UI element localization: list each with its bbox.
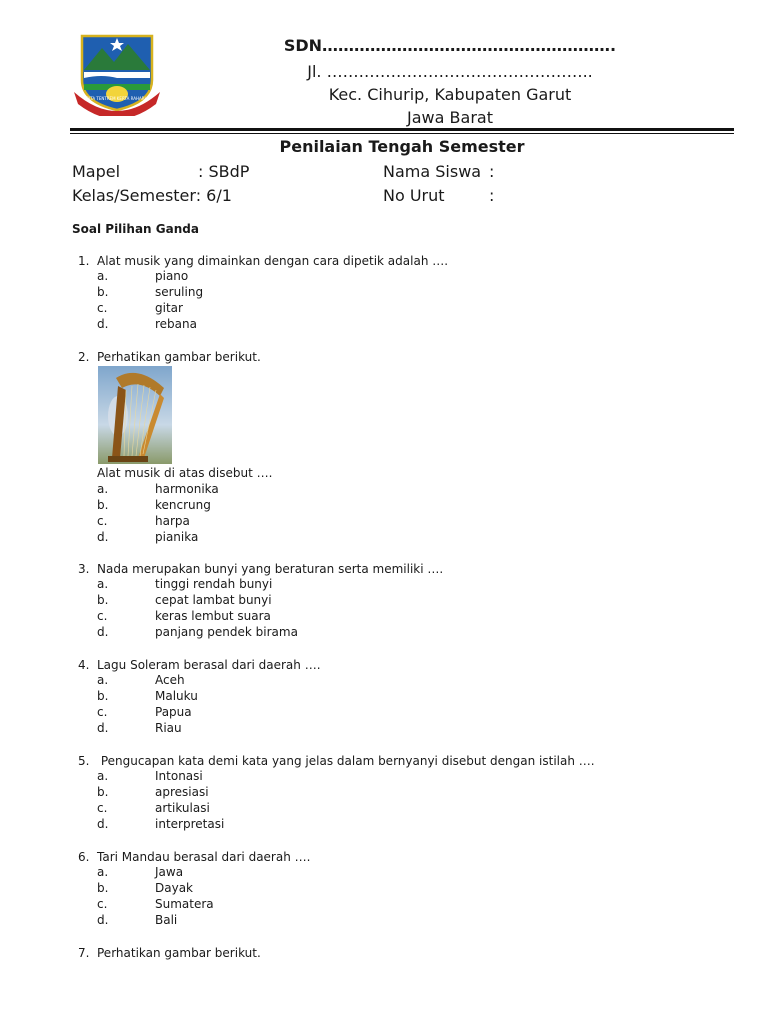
nama-siswa-label: Nama Siswa [383, 162, 482, 181]
option-text: piano [155, 269, 189, 283]
header-rule-thin [70, 133, 734, 134]
option-text: Intonasi [155, 769, 203, 783]
header-rule-thick [70, 128, 734, 131]
kelas-semester: Kelas/Semester: 6/1 [72, 186, 232, 205]
option-text: artikulasi [155, 801, 210, 815]
question-3: 3. Nada merupakan bunyi yang beraturan serta memiliki …. [78, 562, 444, 576]
question-2-prompt: Alat musik di atas disebut …. [97, 466, 273, 480]
exam-title: Penilaian Tengah Semester [279, 137, 525, 156]
option-text: gitar [155, 301, 183, 315]
district: Kec. Cihurip, Kabupaten Garut [328, 85, 572, 104]
option-text: pianika [155, 530, 199, 544]
option-text: Riau [155, 721, 182, 735]
logo-motto: TATA TENTREM KERTA RAHARJA [85, 96, 149, 101]
garut-regency-logo-icon [72, 30, 162, 116]
option-text: seruling [155, 285, 204, 299]
question-7: 7. Perhatikan gambar berikut. [78, 946, 261, 960]
option-text: keras lembut suara [155, 609, 271, 623]
school-address: Jl. ………………………………………….. [307, 62, 593, 81]
question-1: 1. Alat musik yang dimainkan dengan cara dipetik adalah …. [78, 254, 449, 268]
question-2: 2. Perhatikan gambar berikut. [78, 350, 261, 364]
no-urut-colon: : [489, 186, 495, 205]
option-text: Jawa [155, 865, 184, 879]
option-text: apresiasi [155, 785, 209, 799]
question-text: Perhatikan gambar berikut. [97, 946, 261, 960]
option-text: Bali [155, 913, 178, 927]
option-text: Papua [155, 705, 192, 719]
school-name: SDN………………………………………………. [283, 36, 617, 55]
question-text: Nada merupakan bunyi yang beraturan serta memiliki …. [97, 562, 444, 576]
question-text: Pengucapan kata demi kata yang jelas dalam bernyanyi disebut dengan istilah …. [97, 754, 595, 768]
option-text: Aceh [155, 673, 185, 687]
question-text: Alat musik yang dimainkan dengan cara dipetik adalah …. [97, 254, 449, 268]
option-text: rebana [155, 317, 197, 331]
option-text: Dayak [155, 881, 193, 895]
option-text: harpa [155, 514, 190, 528]
option-text: harmonika [155, 482, 219, 496]
question-text: Perhatikan gambar berikut. [97, 350, 261, 364]
section-title: Soal Pilihan Ganda [72, 222, 199, 236]
option-text: kencrung [155, 498, 211, 512]
mapel-value: : SBdP [198, 162, 250, 181]
option-text: Sumatera [155, 897, 214, 911]
option-text: Maluku [155, 689, 198, 703]
option-text: tinggi rendah bunyi [155, 577, 273, 591]
question-text: Lagu Soleram berasal dari daerah …. [97, 658, 321, 672]
nama-siswa-colon: : [489, 162, 495, 181]
option-text: panjang pendek birama [155, 625, 298, 639]
no-urut-label: No Urut [383, 186, 445, 205]
mapel-label: Mapel [72, 162, 121, 181]
question-4: 4. Lagu Soleram berasal dari daerah …. [78, 658, 321, 672]
option-text: cepat lambat bunyi [155, 593, 272, 607]
question-5: 5. Pengucapan kata demi kata yang jelas dalam bernyanyi disebut dengan istilah …. [78, 754, 595, 768]
question-text: Tari Mandau berasal dari daerah …. [97, 850, 311, 864]
province: Jawa Barat [407, 108, 493, 127]
question-6: 6. Tari Mandau berasal dari daerah …. [78, 850, 311, 864]
harp-image-icon [98, 366, 172, 464]
option-text: interpretasi [155, 817, 225, 831]
